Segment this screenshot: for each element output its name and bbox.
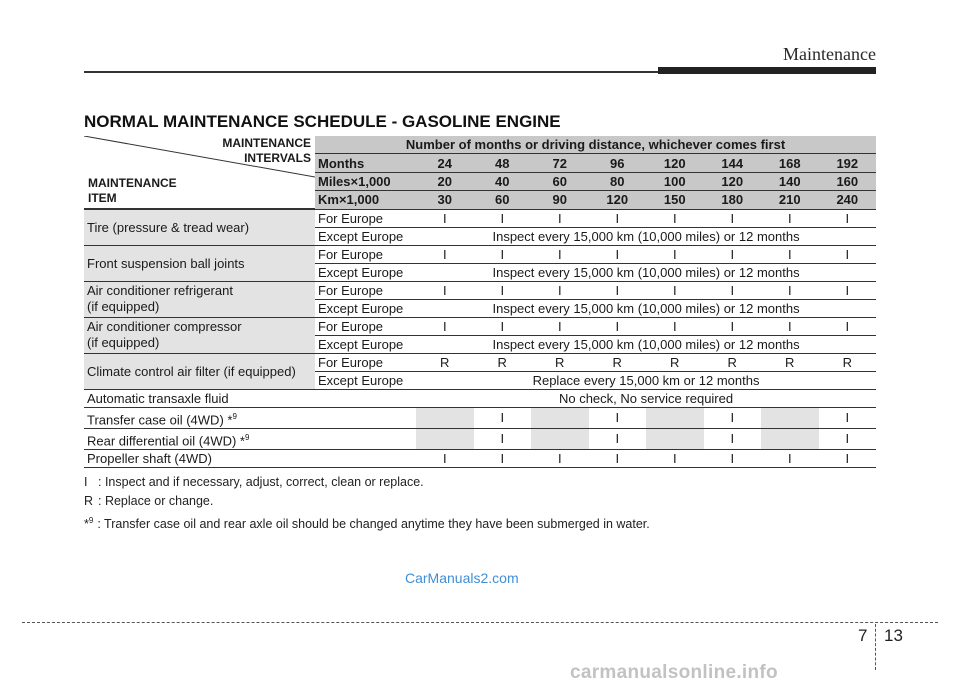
interval-cell: I [819, 209, 877, 227]
item-line: Tire (pressure & tread wear) [87, 219, 250, 235]
months-label: Months [315, 154, 416, 172]
footnote-marker: 9 [232, 411, 237, 421]
interval-cell: R [819, 353, 877, 371]
item-line: Climate control air filter (if equipped) [87, 363, 296, 379]
legend-text: : Transfer case oil and rear axle oil should be changed anytime they have been submerged in water. [97, 517, 650, 532]
maintenance-item-label [84, 428, 416, 449]
item-text: Transfer case oil (4WD) * [87, 411, 233, 427]
miles-value: 160 [819, 172, 877, 190]
interval-cell: I [646, 317, 704, 335]
months-value: 192 [819, 154, 877, 172]
interval-cell: I [704, 209, 762, 227]
interval-cell: I [761, 450, 819, 468]
interval-cell: R [589, 353, 647, 371]
region-label-except-europe: Except Europe [315, 299, 416, 317]
months-value: 120 [646, 154, 704, 172]
region-label-europe: For Europe [315, 209, 416, 227]
interval-cell: R [646, 353, 704, 371]
interval-cell: I [474, 450, 532, 468]
interval-cell: I [819, 317, 877, 335]
table-row-europe [84, 353, 876, 371]
table-row-europe [84, 317, 876, 335]
item-line: Air conditioner compressor [87, 319, 242, 334]
interval-cell: I [416, 209, 474, 227]
corner-bottom-label [88, 176, 177, 206]
maintenance-item-label [84, 209, 315, 245]
km-value: 90 [531, 191, 589, 209]
interval-cell: R [416, 353, 474, 371]
interval-cell: I [474, 317, 532, 335]
item-text: Propeller shaft (4WD) [87, 451, 212, 467]
maintenance-item-label [84, 353, 315, 389]
interval-span-text: Replace every 15,000 km or 12 months [416, 371, 876, 389]
region-label-europe: For Europe [315, 317, 416, 335]
interval-cell: I [474, 428, 532, 449]
interval-cell: I [819, 428, 877, 449]
region-label-except-europe: Except Europe [315, 335, 416, 353]
legend-key: R [84, 494, 94, 508]
region-label-europe: For Europe [315, 245, 416, 263]
interval-cell: I [819, 245, 877, 263]
interval-cell: I [589, 209, 647, 227]
months-value: 72 [531, 154, 589, 172]
footnote-marker: 9 [88, 516, 94, 525]
interval-cell: I [761, 245, 819, 263]
corner-top-line-2: INTERVALS [244, 151, 311, 165]
interval-cell: I [646, 209, 704, 227]
page-number [858, 626, 867, 646]
months-value: 144 [704, 154, 762, 172]
legend-notes [84, 473, 650, 530]
miles-value: 140 [761, 172, 819, 190]
legend-note [84, 492, 650, 511]
legend-note [84, 511, 650, 530]
item-line: (if equipped) [87, 335, 160, 350]
corner-bottom-line-1: MAINTENANCE [88, 176, 177, 190]
interval-cell: I [646, 450, 704, 468]
miles-value: 80 [589, 172, 647, 190]
interval-cell [531, 407, 589, 428]
interval-cell: I [704, 428, 762, 449]
footnote-marker: 9 [244, 432, 250, 442]
interval-cell: I [704, 281, 762, 299]
interval-cell: I [589, 450, 647, 468]
maintenance-item-label [84, 245, 315, 281]
interval-span-text: Inspect every 15,000 km (10,000 miles) or 12 months [416, 227, 876, 245]
interval-cell: I [531, 317, 589, 335]
miles-value: 40 [474, 172, 532, 190]
region-label-except-europe: Except Europe [315, 227, 416, 245]
footer-watermark: carmanualsonline.info [570, 662, 778, 683]
interval-cell: R [474, 353, 532, 371]
header-rule-thin [84, 71, 658, 73]
miles-value: 100 [646, 172, 704, 190]
miles-value: 120 [704, 172, 762, 190]
miles-value: 20 [416, 172, 474, 190]
legend-note [84, 473, 650, 492]
legend-text: : Replace or change. [98, 494, 214, 508]
item-line: (if equipped) [87, 299, 160, 314]
miles-value: 60 [531, 172, 589, 190]
page-number-divider [875, 624, 876, 670]
interval-cell: I [531, 209, 589, 227]
maintenance-item-label [84, 407, 416, 428]
legend-key: I [84, 475, 88, 489]
interval-cell: I [474, 281, 532, 299]
header-rule-thick [658, 67, 876, 74]
region-label-europe: For Europe [315, 281, 416, 299]
interval-cell [416, 407, 474, 428]
interval-cell [646, 407, 704, 428]
region-label-europe: For Europe [315, 353, 416, 371]
interval-cell: I [761, 281, 819, 299]
table-row [84, 450, 876, 468]
interval-cell: I [589, 245, 647, 263]
item-text: Rear differential oil (4WD) * [87, 433, 245, 449]
interval-cell: I [416, 450, 474, 468]
table-row [84, 389, 876, 407]
maintenance-item-label [84, 281, 315, 317]
interval-cell: I [646, 245, 704, 263]
interval-cell: I [531, 245, 589, 263]
corner-top-label [222, 136, 311, 166]
interval-cell: I [589, 281, 647, 299]
region-label-except-europe: Except Europe [315, 263, 416, 281]
table-row [84, 428, 876, 449]
km-value: 60 [474, 191, 532, 209]
region-label-except-europe: Except Europe [315, 371, 416, 389]
page-number-value: 13 [884, 626, 903, 645]
interval-span-text: Inspect every 15,000 km (10,000 miles) or 12 months [416, 263, 876, 281]
interval-cell: I [704, 245, 762, 263]
interval-span-text: No check, No service required [416, 389, 876, 407]
corner-top-line-1: MAINTENANCE [222, 136, 311, 150]
interval-cell: I [819, 450, 877, 468]
interval-cell: I [589, 407, 647, 428]
interval-cell: I [704, 407, 762, 428]
interval-cell: I [761, 317, 819, 335]
item-text: Automatic transaxle fluid [87, 390, 229, 406]
corner-bottom-line-2: ITEM [88, 191, 117, 205]
interval-cell: I [761, 209, 819, 227]
interval-cell: I [416, 281, 474, 299]
interval-cell [761, 407, 819, 428]
km-value: 150 [646, 191, 704, 209]
interval-cell: I [819, 281, 877, 299]
km-value: 210 [761, 191, 819, 209]
interval-cell: I [531, 450, 589, 468]
table-row [84, 407, 876, 428]
item-line: Front suspension ball joints [87, 255, 245, 271]
footer-dashed-rule [22, 622, 938, 623]
header-row-interval [84, 136, 876, 154]
interval-cell: I [416, 317, 474, 335]
interval-span-text: Inspect every 15,000 km (10,000 miles) or 12 months [416, 299, 876, 317]
legend-key: * [84, 517, 89, 532]
km-value: 30 [416, 191, 474, 209]
interval-cell: I [474, 407, 532, 428]
interval-cell: I [474, 245, 532, 263]
maintenance-item-label [84, 389, 416, 407]
interval-cell: I [646, 281, 704, 299]
section-title: Maintenance [783, 44, 876, 64]
interval-cell: I [531, 281, 589, 299]
interval-cell: I [589, 317, 647, 335]
km-value: 240 [819, 191, 877, 209]
table-corner-cell [84, 136, 315, 209]
km-value: 180 [704, 191, 762, 209]
maintenance-schedule-table [84, 136, 876, 468]
km-label: Km×1,000 [315, 191, 416, 209]
page-number-right [884, 626, 903, 646]
carmanuals-link[interactable]: CarManuals2.com [405, 570, 519, 586]
chapter-number: 7 [858, 626, 868, 645]
interval-span-text: Inspect every 15,000 km (10,000 miles) or 12 months [416, 335, 876, 353]
interval-cell [646, 428, 704, 449]
km-value: 120 [589, 191, 647, 209]
interval-cell: I [819, 407, 877, 428]
legend-text: : Inspect and if necessary, adjust, correct, clean or replace. [98, 475, 424, 489]
months-value: 24 [416, 154, 474, 172]
interval-cell: I [704, 317, 762, 335]
table-row-europe [84, 245, 876, 263]
interval-cell [416, 428, 474, 449]
miles-label: Miles×1,000 [315, 172, 416, 190]
interval-cell: R [531, 353, 589, 371]
months-value: 96 [589, 154, 647, 172]
interval-cell: I [589, 428, 647, 449]
item-line: Air conditioner refrigerant [87, 283, 233, 298]
months-value: 168 [761, 154, 819, 172]
maintenance-item-label [84, 450, 416, 468]
interval-cell [531, 428, 589, 449]
interval-cell: R [704, 353, 762, 371]
table-row-europe [84, 209, 876, 227]
months-value: 48 [474, 154, 532, 172]
interval-cell: I [704, 450, 762, 468]
interval-cell: R [761, 353, 819, 371]
interval-header: Number of months or driving distance, whichever comes first [315, 136, 876, 154]
maintenance-item-label [84, 317, 315, 353]
table-row-europe [84, 281, 876, 299]
interval-cell [761, 428, 819, 449]
document-title: NORMAL MAINTENANCE SCHEDULE - GASOLINE ENGINE [84, 112, 561, 131]
interval-cell: I [474, 209, 532, 227]
interval-cell: I [416, 245, 474, 263]
